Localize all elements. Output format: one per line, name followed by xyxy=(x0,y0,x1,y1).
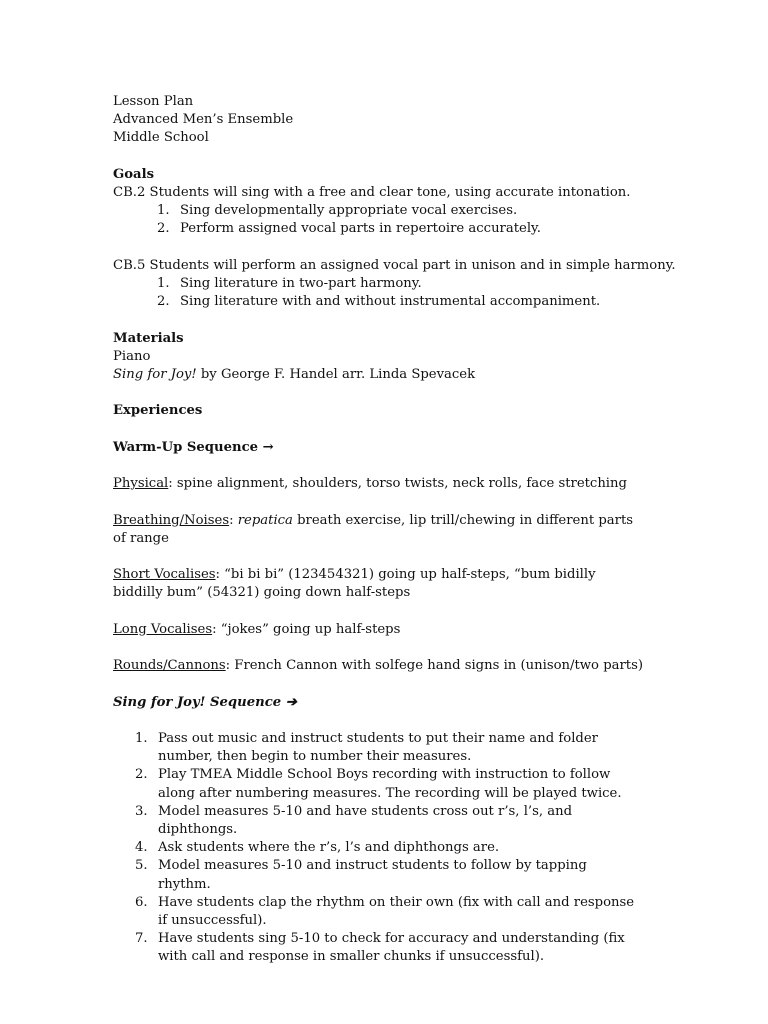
header-ensemble: Advanced Men’s Ensemble xyxy=(113,112,294,128)
list-item: 4. Ask students where the r’s, l’s and diphthongs are. xyxy=(135,840,500,856)
list-item: 3. Model measures 5-10 and have students cross out r’s, l’s, and diphthongs. xyxy=(135,803,573,837)
list-item: 1. Sing developmentally appropriate vocal exercises. xyxy=(157,203,518,219)
sequence-heading: Sing for Joy! Sequence ➔ xyxy=(113,694,297,710)
list-item: 1. Pass out music and instruct students to put their name and folder number, then begin to number their measures. xyxy=(135,730,598,765)
score-title: Sing for Joy! xyxy=(113,367,197,382)
warmup-short-vocalises: Short Vocalises: “bi bi bi” (123454321) going up half-steps, “bum bidilly biddilly bum” (54321) going down half-steps xyxy=(113,567,596,601)
goal-cb2-list xyxy=(113,202,643,238)
goal-cb2: CB.2 Students will sing with a free and clear tone, using accurate intonation. xyxy=(113,185,631,200)
material-score: Sing for Joy! by George F. Handel arr. Linda Spevacek xyxy=(113,367,476,382)
warmup-long-vocalises: Long Vocalises: “jokes” going up half-steps xyxy=(113,621,401,637)
list-item: 2. Sing literature with and without instrumental accompaniment. xyxy=(157,294,601,310)
warmup-breathing: Breathing/Noises: repatica breath exercise, lip trill/chewing in different parts of range xyxy=(113,512,634,546)
warmup-rounds: Rounds/Cannons: French Cannon with solfege hand signs in (unison/two parts) xyxy=(113,658,644,674)
material-piano: Piano xyxy=(113,348,151,364)
breathing-label: Breathing/Noises xyxy=(113,512,230,528)
document-body xyxy=(113,93,676,967)
physical-label: Physical xyxy=(113,476,169,492)
materials-heading: Materials xyxy=(113,330,184,346)
short-vocalises-label: Short Vocalises xyxy=(113,567,216,583)
goal-cb5-list xyxy=(113,275,643,311)
experiences-heading: Experiences xyxy=(113,403,203,419)
list-item: 1. Sing literature in two-part harmony. xyxy=(157,276,422,291)
goals-heading: Goals xyxy=(113,166,155,182)
sequence-list xyxy=(113,730,643,967)
header-lesson-plan: Lesson Plan xyxy=(113,94,194,109)
long-vocalises-label: Long Vocalises xyxy=(113,621,213,637)
list-item: 2. Play TMEA Middle School Boys recording with instruction to follow along after numbering measures. The recording will be played twice. xyxy=(135,767,622,801)
rounds-label: Rounds/Cannons xyxy=(113,658,226,674)
list-item: 2. Perform assigned vocal parts in repertoire accurately. xyxy=(157,221,541,237)
list-item: 5. Model measures 5-10 and instruct students to follow by tapping rhythm. xyxy=(135,858,587,892)
header-school: Middle School xyxy=(113,130,209,146)
warmup-heading: Warm-Up Sequence → xyxy=(113,439,274,455)
list-item: 6. Have students clap the rhythm on their own (fix with call and response if unsuccessful). xyxy=(135,894,635,928)
goal-cb5: CB.5 Students will perform an assigned vocal part in unison and in simple harmony. xyxy=(113,257,676,273)
warmup-physical: Physical: spine alignment, shoulders, torso twists, neck rolls, face stretching xyxy=(113,476,627,492)
list-item: 7. Have students sing 5-10 to check for accuracy and understanding (fix with call and response in smaller chunks if unsuccessful). xyxy=(135,931,625,965)
